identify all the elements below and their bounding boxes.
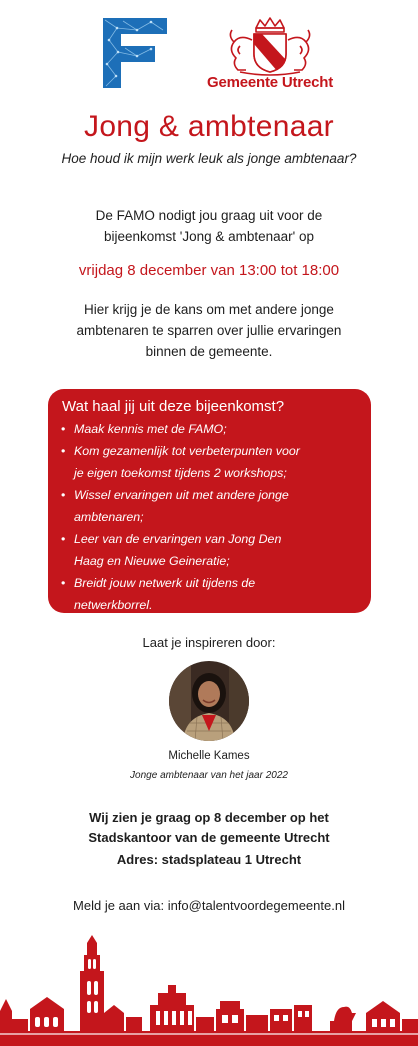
page-subtitle: Hoe houd ik mijn werk leuk als jonge ambtenaar? bbox=[61, 151, 357, 166]
benefit-line: Leer van de ervaringen van Jong Den bbox=[74, 532, 282, 546]
event-date: vrijdag 8 december van 13:00 tot 18:00 bbox=[78, 262, 340, 279]
bullet-icon: • bbox=[61, 488, 66, 502]
benefits-heading: Wat haal jij uit deze bijeenkomst? bbox=[62, 398, 285, 415]
speaker-portrait-icon bbox=[169, 661, 249, 741]
benefits-box bbox=[48, 389, 371, 613]
inspire-label: Laat je inspireren door: bbox=[142, 635, 276, 650]
page-title: Jong & ambtenaar bbox=[84, 110, 334, 143]
intro-line: De FAMO nodigt jou graag uit voor de bbox=[95, 208, 323, 223]
closing-line: Wij zien je graag op 8 december op het bbox=[89, 810, 329, 825]
benefit-item bbox=[60, 440, 359, 484]
bullet-icon: • bbox=[61, 422, 66, 436]
utrecht-wordmark: Gemeente Utrecht bbox=[206, 74, 333, 91]
description-line: Hier krijg je de kans om met andere jonge bbox=[84, 302, 334, 317]
intro-text bbox=[0, 205, 418, 247]
benefit-item bbox=[60, 572, 359, 616]
contact-line: Meld je aan via: info@talentvoordegemeente.nl bbox=[73, 898, 345, 913]
benefit-item bbox=[60, 528, 359, 572]
bullet-icon: • bbox=[61, 576, 66, 590]
description-text bbox=[0, 299, 418, 362]
benefit-line: Kom gezamenlijk tot verbeterpunten voor bbox=[74, 444, 300, 458]
benefit-line: je eigen toekomst tijdens 2 workshops; bbox=[74, 466, 287, 480]
benefits-list bbox=[60, 418, 359, 616]
benefit-item bbox=[60, 418, 359, 440]
event-address: Adres: stadsplateau 1 Utrecht bbox=[116, 852, 302, 867]
bullet-icon: • bbox=[61, 532, 66, 546]
benefit-line: netwerkborrel. bbox=[74, 598, 153, 612]
benefit-line: ambtenaren; bbox=[74, 510, 144, 524]
closing-text bbox=[0, 808, 418, 848]
famo-logo-icon bbox=[103, 18, 167, 88]
benefit-line: Maak kennis met de FAMO; bbox=[74, 422, 227, 436]
utrecht-skyline-icon bbox=[0, 935, 418, 1046]
benefit-item bbox=[60, 484, 359, 528]
description-line: binnen de gemeente. bbox=[145, 344, 273, 359]
benefit-line: Haag en Nieuwe Geineratie; bbox=[74, 554, 230, 568]
closing-line: Stadskantoor van de gemeente Utrecht bbox=[88, 830, 330, 845]
intro-line: bijeenkomst 'Jong & ambtenaar' op bbox=[103, 229, 315, 244]
bullet-icon: • bbox=[61, 444, 66, 458]
speaker-name: Michelle Kames bbox=[168, 750, 250, 762]
speaker-role: Jonge ambtenaar van het jaar 2022 bbox=[130, 770, 288, 781]
benefit-line: Breidt jouw netwerk uit tijdens de bbox=[74, 576, 256, 590]
benefit-line: Wissel ervaringen uit met andere jonge bbox=[74, 488, 289, 502]
description-line: ambtenaren te sparren over jullie ervaringen bbox=[76, 323, 342, 338]
